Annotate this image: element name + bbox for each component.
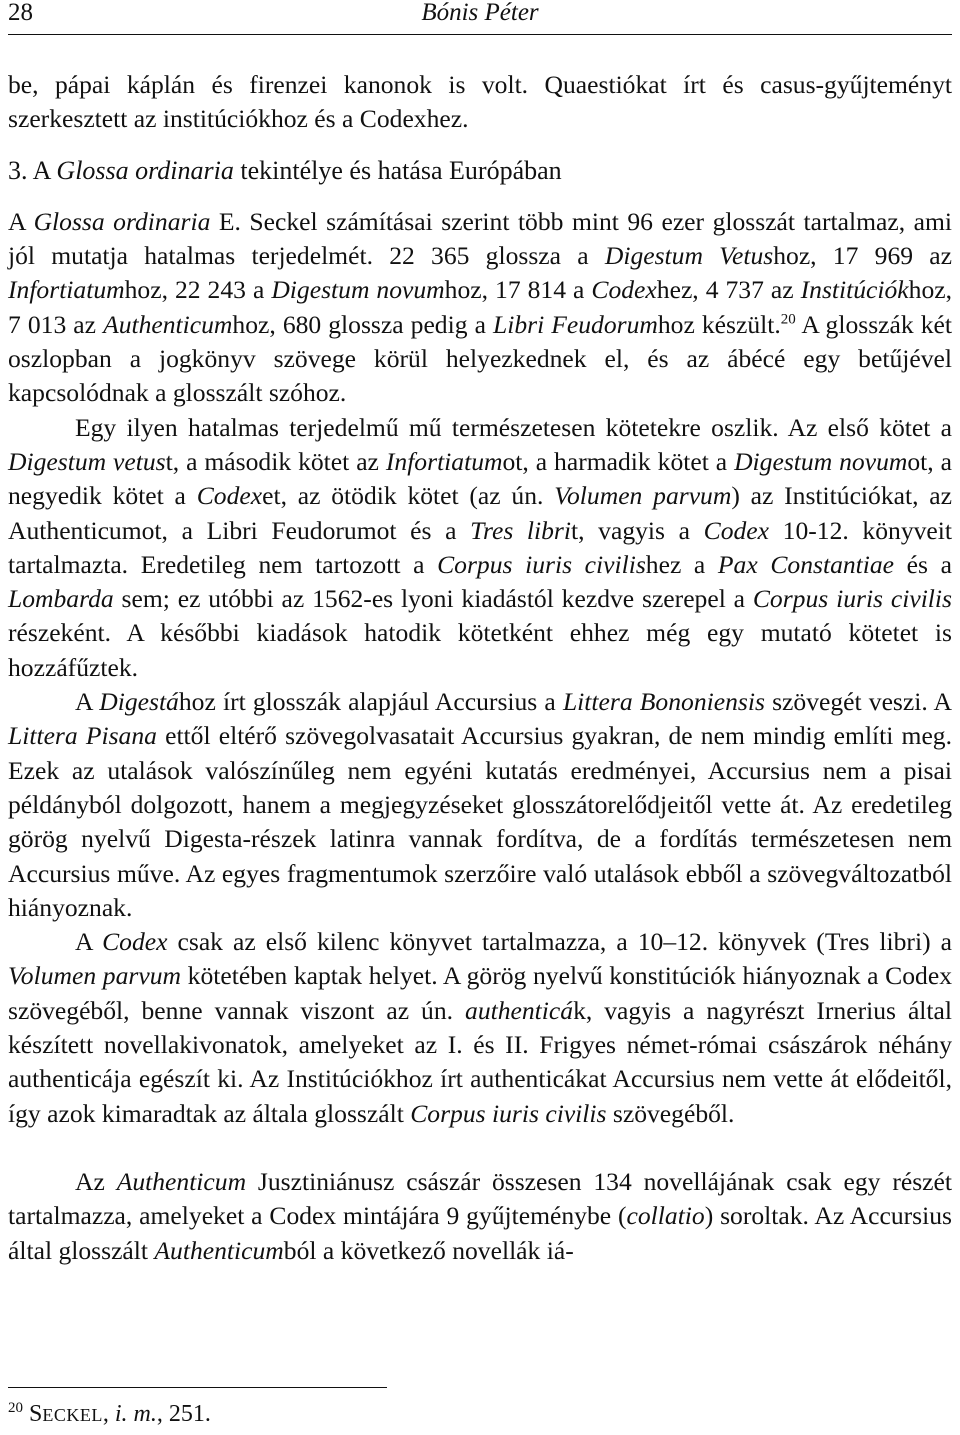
text-run: sem; ez utóbbi az 1562-es lyoni kiadástól kezdve szerepel a	[113, 584, 753, 614]
text-run: hoz, 680 glossza pedig a	[232, 309, 493, 339]
text-run: kötetében kaptak helyet. A görög nyelvű konstitúciók hiányoznak a Codex szövegéből, benne vannak viszont az ún.	[8, 961, 952, 1025]
italic-term: authenticá	[465, 995, 574, 1025]
text-run: Az	[75, 1166, 117, 1196]
paragraph-4	[8, 685, 952, 925]
footnote-20	[8, 1397, 211, 1432]
footnote-author-rest: ECKEL	[42, 1405, 103, 1425]
text-run: hoz készült.	[657, 309, 781, 339]
italic-term: Authenticum	[103, 309, 233, 339]
text-run: et, az ötödik kötet (az ún.	[262, 481, 555, 511]
italic-term: Volumen parvum	[8, 961, 181, 991]
section-heading	[8, 154, 952, 188]
footnote-ref: 20	[780, 311, 796, 328]
body-text	[8, 68, 952, 1268]
section-heading-rest: tekintélye és hatása Európában	[233, 155, 562, 185]
italic-term: Codex	[102, 927, 168, 957]
italic-term: Littera Pisana	[8, 721, 157, 751]
italic-term: Corpus iuris civilis	[437, 549, 646, 579]
text-run: t, vagyis a	[571, 515, 704, 545]
italic-term: Institúciók	[800, 275, 909, 305]
text-run: hoz, 17 814 a	[444, 275, 592, 305]
text-run: ) az Institúciókat, az Authenticumot, a Libri Feudorumot és a	[8, 481, 953, 545]
italic-term: Corpus iuris civilis	[752, 584, 952, 614]
italic-term: Infortiatum	[8, 275, 125, 305]
text-run: részeként. A későbbi kiadások hatodik kötetként ehhez még egy mutató kötetet is hozzáfűztek.	[8, 618, 952, 682]
italic-term: Digestum novum	[734, 446, 908, 476]
text-run: ettől eltérő szövegolvasatait Accursius gyakran, de nem mindig említi meg. Ezek az utalások valószínűleg nem egyéni kutatás eredményei, Accursius nem a pisai példányból dolgozott, hanem a megjegyzéseket glosszátorelődjeitől vette át. Az eredetileg görög nyelvű Digesta-részek latinra vannak fordítva, de a fordítás természetesen nem Accursius műve. Az egyes fragmentumok szerzőire való utalások ebből a szövegváltozatból hiányoznak.	[8, 721, 952, 922]
text-run: A	[8, 206, 34, 236]
text-run: szövegéből.	[606, 1098, 735, 1128]
text-run: hoz, 7 013 az	[8, 275, 953, 339]
footnote-rule	[8, 1387, 387, 1388]
page-number: 28	[8, 0, 33, 26]
text-run: hoz írt glosszák alapjául Accursius a	[178, 687, 563, 717]
text-run: ból a következő novellák iá-	[283, 1235, 574, 1265]
italic-term: Authenticum	[116, 1166, 247, 1196]
italic-term: Digestum vetus	[8, 446, 166, 476]
italic-term: Libri Feudorum	[492, 309, 658, 339]
italic-term: Codex	[703, 515, 770, 545]
paragraph-5	[8, 925, 952, 1131]
text-run: t, a második kötet az	[165, 446, 386, 476]
text-run: k, vagyis a nagyrészt Irnerius által készített novellakivonatok, amelyeket az I. és II. Frigyes német-római császárok néhány authenticája egészít ki. Az Institúciókhoz írt authenticákat Accursius nem vette át elődeitől, így azok kimaradtak az általa glosszált	[8, 995, 952, 1128]
italic-term: Lombarda	[8, 584, 114, 614]
italic-term: Codex	[196, 481, 263, 511]
italic-term: Codex	[591, 275, 657, 305]
italic-term: Digestum novum	[271, 275, 445, 305]
text-run: ot, a harmadik kötet a	[502, 446, 735, 476]
italic-term: collatio	[626, 1201, 705, 1231]
italic-term: Corpus iuris civilis	[410, 1098, 607, 1128]
footnote-number: 20	[8, 1400, 23, 1416]
section-heading-number: 3. A	[8, 155, 57, 185]
italic-term: Pax Constantiae	[717, 549, 895, 579]
running-header	[8, 0, 952, 35]
section-heading-italic: Glossa ordinaria	[56, 155, 234, 185]
text-run: Egy ilyen hatalmas terjedelmű mű természetesen kötetekre oszlik. Az első kötet a	[75, 412, 952, 442]
text-run: ot, a negyedik kötet a	[8, 446, 952, 511]
italic-term: Glossa ordinaria	[33, 206, 211, 236]
paragraph-2	[8, 205, 952, 411]
text-run: E. Seckel számításai szerint több mint 96 ezer glosszát tartalmaz, ami jól mutatja hatalmas terjedelmét. 22 365 glossza a	[8, 206, 952, 271]
paragraph-3	[8, 411, 952, 685]
footnote-author-initial: S	[29, 1401, 43, 1427]
text-run: 10-12. könyveit tartalmazta. Eredetileg nem tartozott a	[8, 515, 952, 579]
italic-term: Volumen parvum	[554, 481, 732, 511]
italic-term: Infortiatum	[385, 446, 503, 476]
text-run: hoz, 17 969 az	[773, 241, 952, 271]
text-run: ) soroltak. Az Accursius által glosszált	[8, 1201, 952, 1265]
italic-term: Tres libri	[470, 515, 572, 545]
text-run: hez, 4 737 az	[656, 275, 801, 305]
text-run: csak az első kilenc könyvet tartalmazza, a 10–12. könyvek (Tres libri) a	[167, 927, 952, 957]
italic-term: Authenticum	[154, 1235, 284, 1265]
text-run: A glosszák két oszlopban a jogkönyv szövege körül helyezkednek el, és az ábécé egy betűjével kapcsolódnak a glosszált szóhoz.	[8, 309, 952, 408]
text-run: Jusztiniánusz császár összesen 134 novellájának csak egy részét tartalmazza, amelyeket a Codex mintájára 9 gyűjteménybe (	[8, 1166, 952, 1231]
text-run: A	[75, 927, 103, 957]
running-head-author: Bónis Péter	[421, 0, 539, 26]
text-run: hez a	[645, 549, 718, 579]
text-run: A	[75, 687, 100, 717]
text-run: szövegét veszi. A	[764, 687, 952, 717]
text-run: hoz, 22 243 a	[124, 275, 272, 305]
paragraph-6	[8, 1165, 952, 1268]
footnote-sep: ,	[102, 1401, 115, 1427]
italic-term: Digestá	[99, 687, 179, 717]
footnote-ibid: i. m.	[114, 1401, 157, 1427]
paragraph-1: be, pápai káplán és firenzei kanonok is volt. Quaestiókat írt és casus-gyűjteményt szerkesztett az institúciókhoz és a Codexhez.	[8, 70, 952, 134]
italic-term: Littera Bononiensis	[562, 687, 765, 717]
italic-term: Digestum Vetus	[604, 241, 774, 271]
footnote-page: , 251.	[156, 1401, 211, 1427]
text-run: és a	[894, 549, 952, 579]
